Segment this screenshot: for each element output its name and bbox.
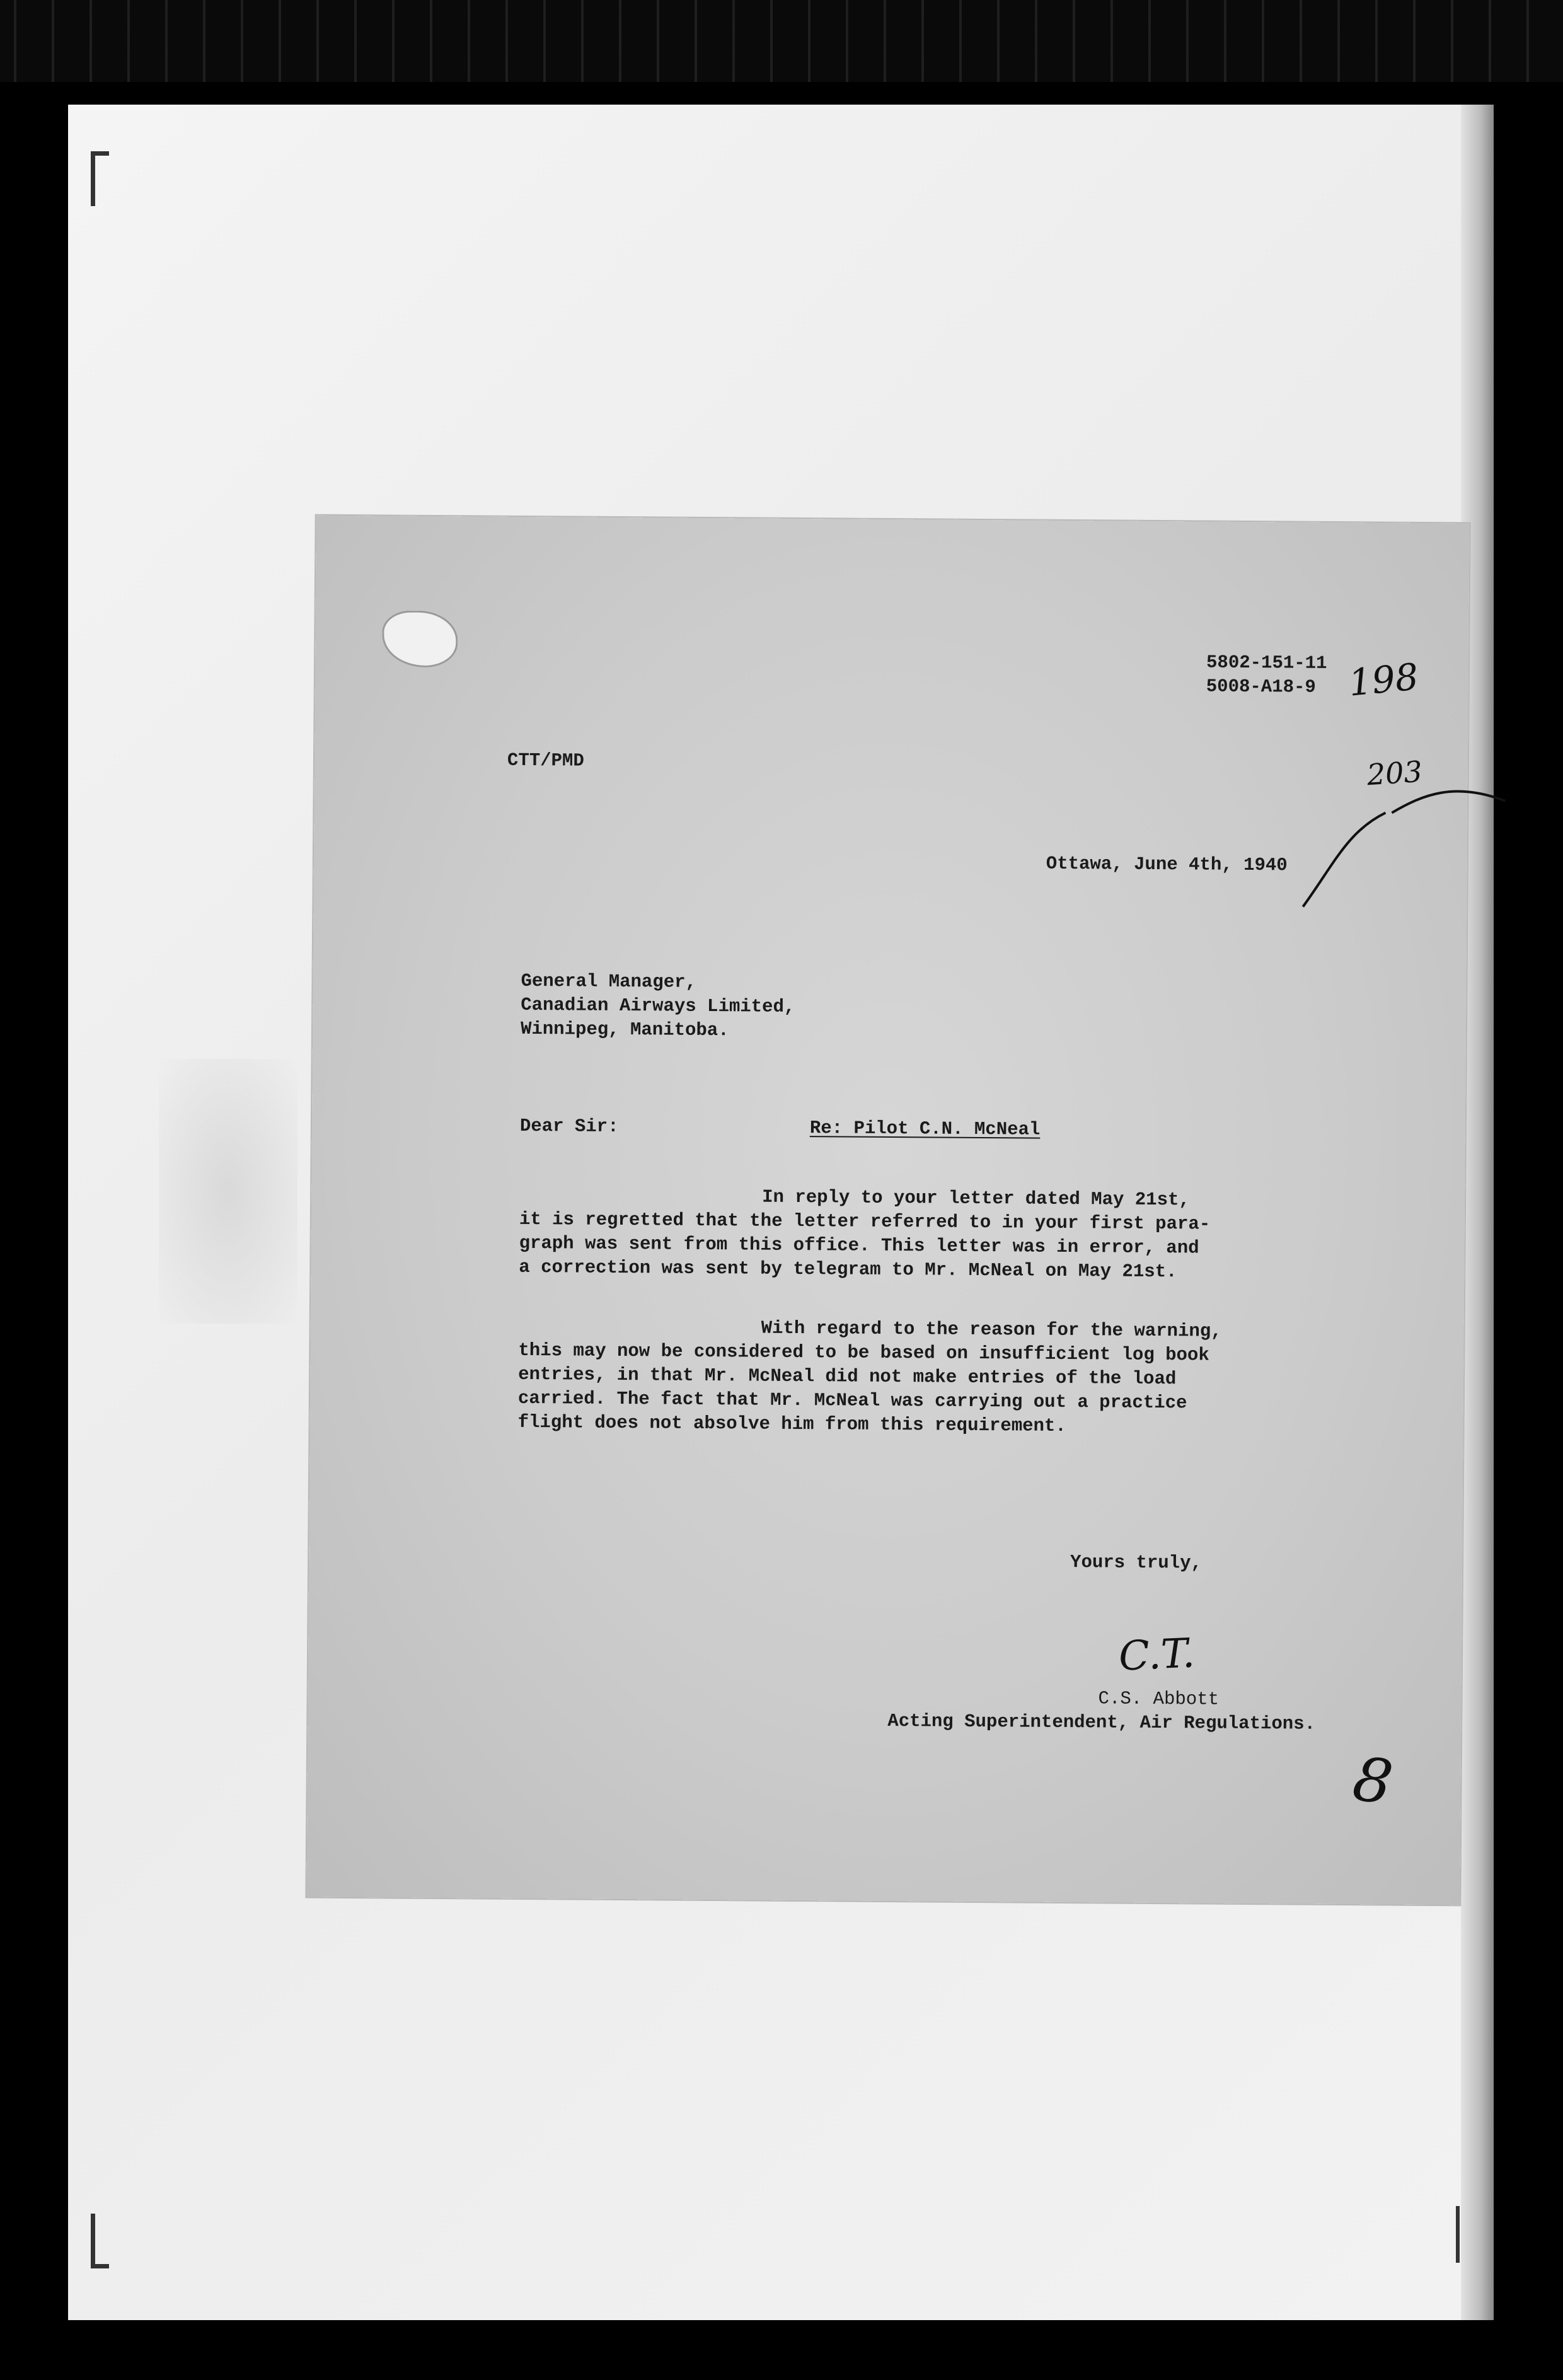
backing-edge-shadow: [1461, 105, 1494, 2320]
handwritten-stroke: [1296, 705, 1512, 915]
crop-mark-bottom-left: [91, 2214, 109, 2268]
paragraph-2-line-4: carried. The fact that Mr. McNeal was carrying out a practice: [517, 1387, 1187, 1414]
recipient-line-2: Canadian Airways Limited,: [521, 994, 795, 1017]
salutation: Dear Sir:: [519, 1115, 619, 1138]
closing: Yours truly,: [1070, 1552, 1203, 1574]
film-edge: [0, 0, 1563, 82]
torn-corner-mark: [382, 610, 458, 667]
file-number-1: 5802-151-11: [1206, 652, 1327, 674]
initials-reference: CTT/PMD: [507, 749, 584, 771]
paragraph-2-line-1: With regard to the reason for the warning,: [706, 1317, 1222, 1342]
paragraph-2-line-3: entries, in that Mr. McNeal did not make entries of the load: [518, 1363, 1177, 1390]
recipient-line-3: Winnipeg, Manitoba.: [520, 1018, 729, 1041]
paragraph-2-line-2: this may now be considered to be based on insufficient log book: [518, 1339, 1209, 1366]
signature-initials: C.T.: [1117, 1630, 1196, 1680]
place-date: Ottawa, June 4th, 1940: [1046, 853, 1288, 876]
file-number-2: 5008-A18-9: [1206, 676, 1316, 698]
signer-title: Acting Superintendent, Air Regulations.: [887, 1711, 1316, 1735]
paper-smudge: [159, 1059, 297, 1324]
paragraph-2-line-5: flight does not absolve him from this requirement.: [517, 1411, 1066, 1436]
paragraph-1-line-2: it is regretted that the letter referred to in your first para-: [519, 1208, 1211, 1235]
signer-name: C.S. Abbott: [1098, 1688, 1220, 1710]
paragraph-1-line-4: a correction was sent by telegram to Mr. McNeal on May 21st.: [519, 1256, 1177, 1283]
handwritten-number-203: 203: [1366, 754, 1424, 792]
recipient-line-1: General Manager,: [521, 970, 697, 993]
letter-page: [306, 516, 1469, 1905]
subject-line: Re: Pilot C.N. McNeal: [809, 1118, 1041, 1140]
paragraph-1-line-3: graph was sent from this office. This letter was in error, and: [519, 1232, 1199, 1259]
crop-mark-top-left: [91, 151, 109, 206]
margin-handwritten-mark: 8: [1348, 1743, 1397, 1819]
crop-mark-bottom-right: [1441, 2206, 1460, 2263]
handwritten-number-198: 198: [1346, 655, 1421, 705]
paragraph-1-line-1: In reply to your letter dated May 21st,: [707, 1186, 1190, 1211]
